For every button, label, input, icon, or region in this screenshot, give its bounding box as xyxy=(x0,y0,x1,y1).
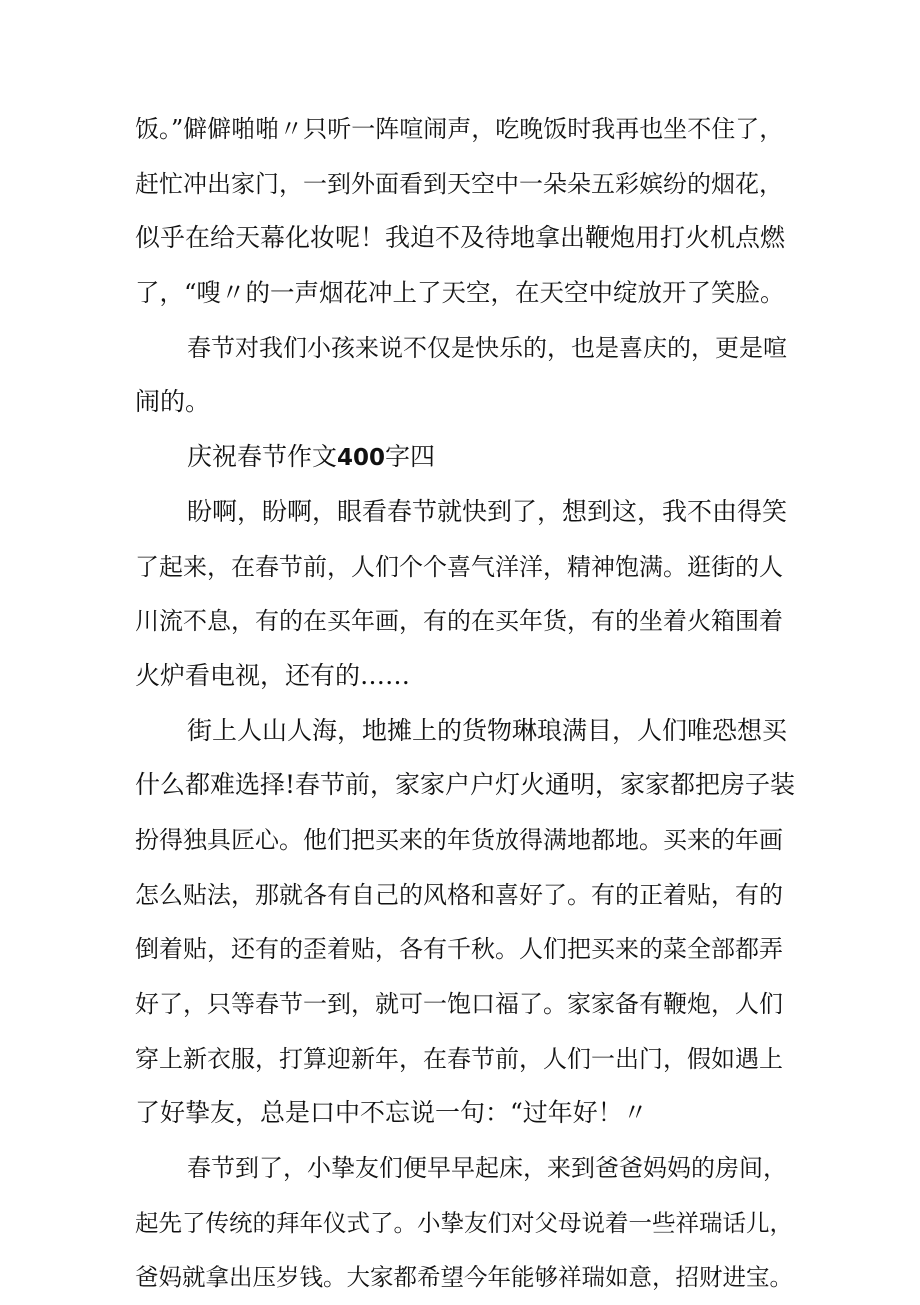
paragraph-line: 穿上新衣服，打算迎新年，在春节前，人们一出门，假如遇上 xyxy=(135,1044,783,1073)
paragraph-line: 倒着贴，还有的歪着贴，各有千秋。人们把买来的菜全部都弄 xyxy=(135,935,783,964)
section-heading-text: 庆祝春节作文 xyxy=(187,442,338,472)
paragraph-line: 赶忙冲出家门，一到外面看到天空中一朵朵五彩嫔纷的烟花， xyxy=(135,169,783,198)
section-heading-number: 400 xyxy=(337,445,386,472)
paragraph-line: 了好挚友，总是口中不忘说一句：“过年好！〃 xyxy=(135,1098,648,1128)
essay-body xyxy=(135,102,795,1305)
paragraph-line: 起先了传统的拜年仪式了。小挚友们对父母说着一些祥瑞话儿， xyxy=(135,1208,793,1237)
section-heading xyxy=(135,430,795,485)
section-heading-suffix: 字四 xyxy=(385,442,436,472)
paragraph-line: 好了，只等春节一到，就可一饱口福了。家家备有鞭炮，人们 xyxy=(135,990,783,1018)
paragraph-line: 闹的。 xyxy=(135,387,211,417)
paragraph-line: 似乎在给天幕化妆呢！我迫不及待地拿出鞭炮用打火机点燃 xyxy=(135,223,786,253)
paragraph-line: 什么都难选择!春节前，家家户户灯火通明，家家都把房子装 xyxy=(135,770,796,800)
paragraph-line: 火炉看电视，还有的…… xyxy=(135,660,411,690)
paragraph-line: 爸妈就拿出压岁钱。大家都希望今年能够祥瑞如意，招财进宝。 xyxy=(135,1263,793,1292)
paragraph-line: 春节对我们小孩来说不仅是快乐的，也是喜庆的，更是喧 xyxy=(187,333,787,362)
paragraph-line: 川流不息，有的在买年画，有的在买年货，有的坐着火箱围着 xyxy=(135,607,783,636)
paragraph-line: 春节到了，小挚友们便早早起床，来到爸爸妈妈的房间， xyxy=(187,1154,787,1183)
paragraph-line: 了起来，在春节前，人们个个喜气洋洋，精神饱满。逛街的人 xyxy=(135,552,783,581)
paragraph-line: 盼啊，盼啊，眼看春节就快到了，想到这，我不由得笑 xyxy=(187,496,788,526)
paragraph-line: 怎么贴法，那就各有自己的风格和喜好了。有的正着贴，有的 xyxy=(135,880,783,909)
paragraph-line: 饭。”僻僻啪啪〃只听一阵喧闹声，吃晚饭时我再也坐不住了， xyxy=(135,115,784,143)
paragraph-line: 了，“嗖〃的一声烟花冲上了天空，在天空中绽放开了笑脸。 xyxy=(135,278,785,308)
paragraph-line: 扮得独具匠心。他们把买来的年货放得满地都地。买来的年画 xyxy=(135,825,783,854)
paragraph-line: 街上人山人海，地摊上的货物琳琅满目，人们唯恐想买 xyxy=(187,715,788,745)
